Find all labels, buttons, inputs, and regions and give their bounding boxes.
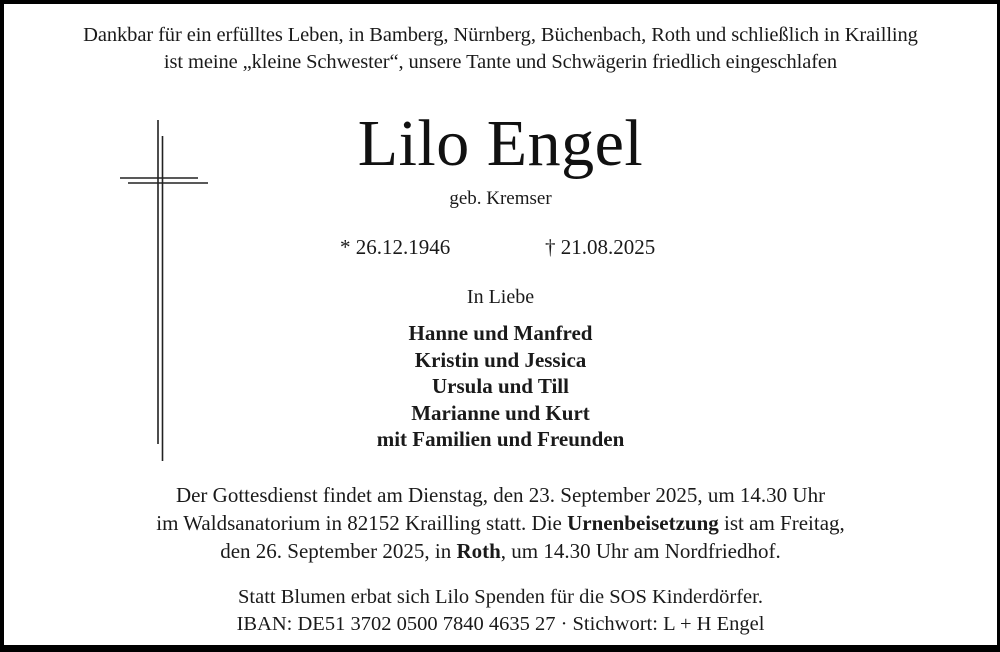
service-line: den 26. September 2025, in Roth, um 14.30 Uhr am Nordfriedhof. xyxy=(220,539,781,563)
mourner-name: Kristin und Jessica xyxy=(414,347,587,372)
deceased-name: Lilo Engel xyxy=(357,107,644,180)
birth-date: * 26.12.1946 xyxy=(340,235,451,259)
burial-place: Roth xyxy=(456,539,501,563)
death-date: † 21.08.2025 xyxy=(545,235,656,259)
star-icon: * xyxy=(340,235,351,259)
mourner-name: mit Familien und Freunden xyxy=(376,427,625,451)
intro-line: Dankbar für ein erfülltes Leben, in Bamberg, Nürnberg, Büchenbach, Roth und schließlich in Krailling xyxy=(83,24,918,46)
mourner-name: Ursula und Till xyxy=(432,374,569,398)
mourners-heading: In Liebe xyxy=(466,286,535,308)
birth-name: geb. Kremser xyxy=(449,188,552,209)
iban-line: IBAN: DE51 3702 0500 7840 4635 27 · Stichwort: L + H Engel xyxy=(236,613,765,635)
service-info xyxy=(4,481,997,565)
donation-info xyxy=(4,584,997,638)
dagger-icon: † xyxy=(545,235,556,259)
intro-text xyxy=(4,22,997,76)
burial-label: Urnenbeisetzung xyxy=(567,511,719,535)
intro-line: ist meine „kleine Schwester“, unsere Tante und Schwägerin friedlich eingeschlafen xyxy=(163,51,838,73)
mourner-name: Hanne und Manfred xyxy=(408,321,593,345)
obituary-notice xyxy=(4,4,997,645)
mourner-name: Marianne und Kurt xyxy=(411,400,590,425)
mourners-list xyxy=(4,320,997,453)
service-line: im Waldsanatorium in 82152 Krailling statt. Die Urnenbeisetzung ist am Freitag, xyxy=(156,511,845,535)
life-dates xyxy=(4,235,997,263)
donation-line: Statt Blumen erbat sich Lilo Spenden für die SOS Kinderdörfer. xyxy=(238,586,763,608)
service-line: Der Gottesdienst findet am Dienstag, den 23. September 2025, um 14.30 Uhr xyxy=(175,483,826,507)
